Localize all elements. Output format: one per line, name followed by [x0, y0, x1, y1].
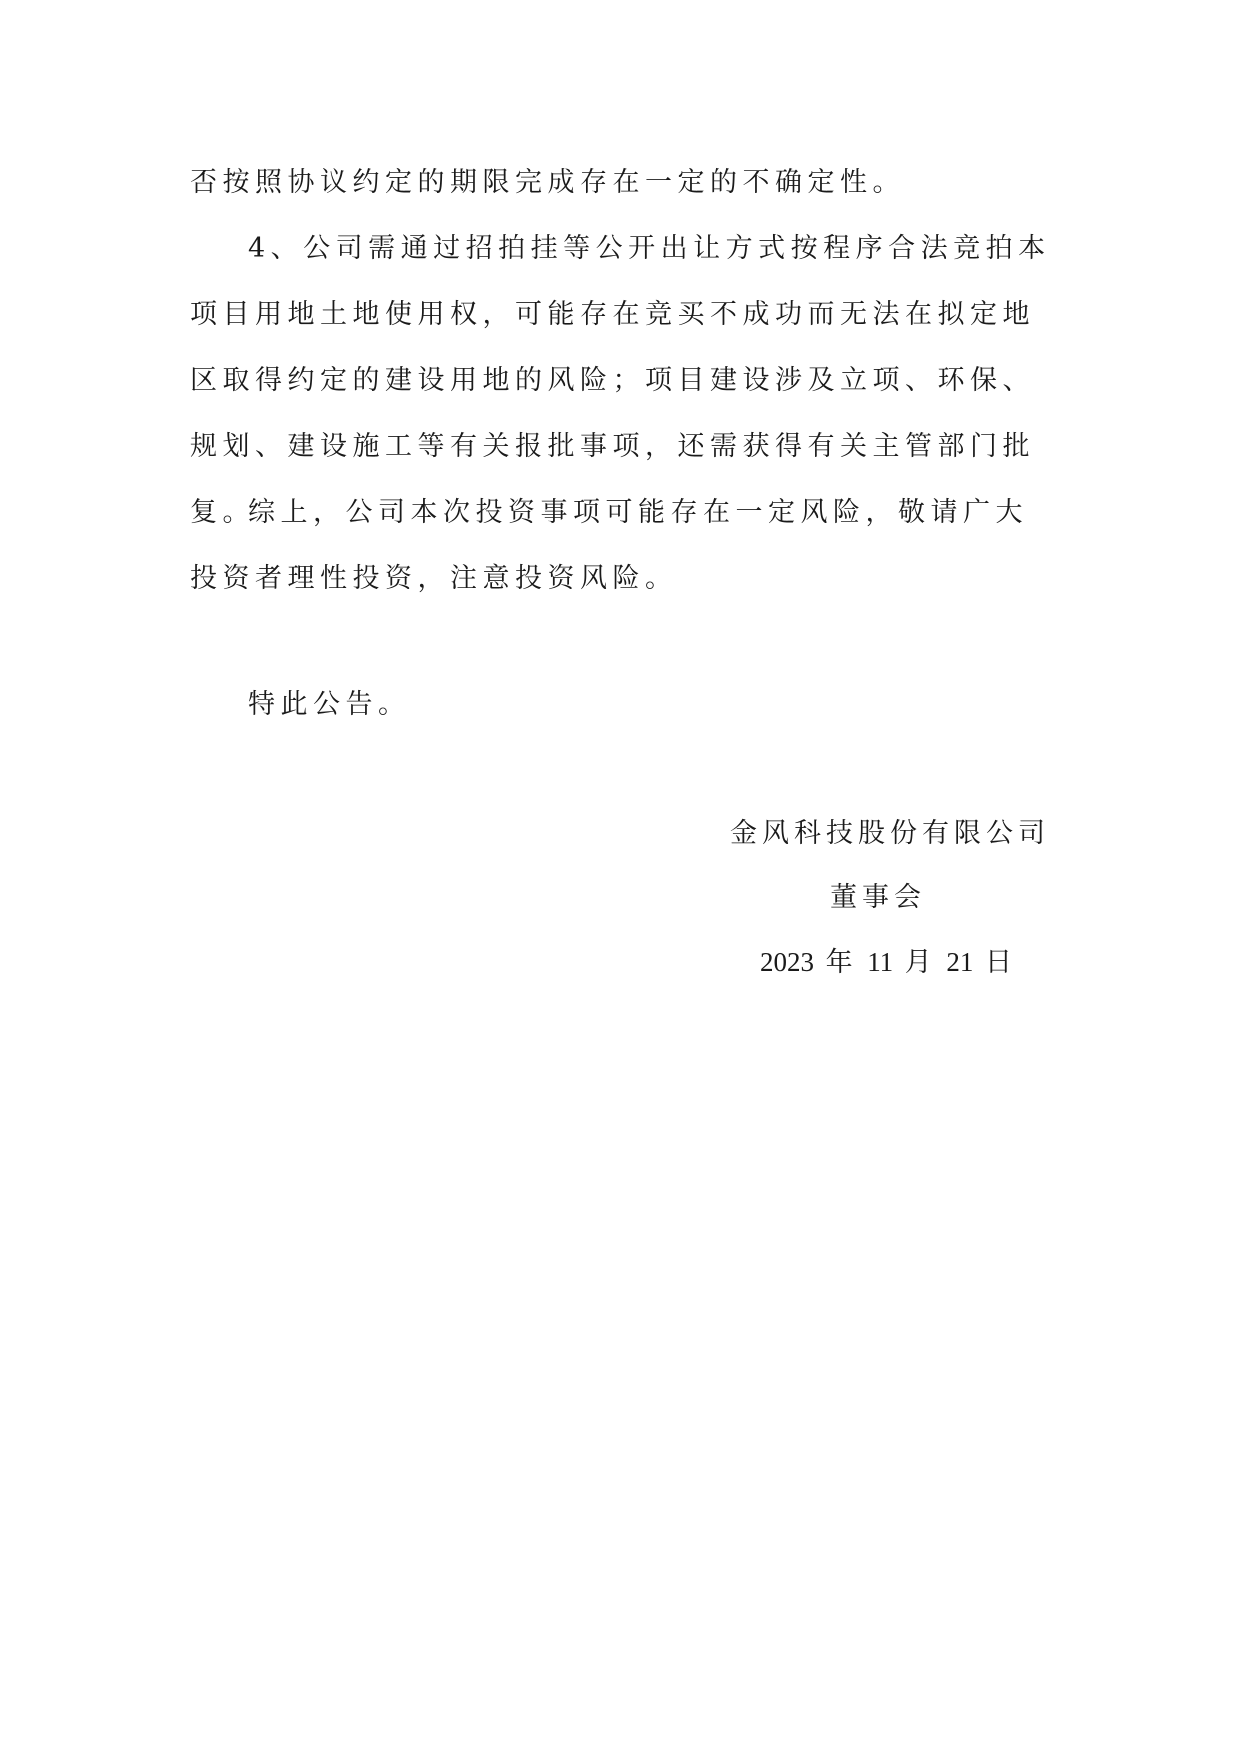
item-4-paragraph: 4、公司需通过招拍挂等公开出让方式按程序合法竞拍本项目用地土地使用权，可能存在竞买不成功而无法在拟定地区取得约定的建设用地的风险；项目建设涉及立项、环保、规划、建设施工等有关报批事项，还需获得有关主管部门批复。 [190, 233, 1051, 528]
date-day-unit: 日 [984, 947, 1015, 978]
closing-block [190, 672, 1055, 738]
signature-board: 董事会 [830, 882, 926, 913]
date-year: 2023 [760, 947, 814, 977]
summary-paragraph: 综上，公司本次投资事项可能存在一定风险，敬请广大投资者理性投资，注意投资风险。 [190, 497, 1028, 594]
date-year-unit: 年 [825, 947, 856, 978]
continuation-line: 否按照协议约定的期限完成存在一定的不确定性。 [190, 167, 905, 198]
signature-date [760, 942, 1015, 983]
date-month: 11 [867, 947, 894, 977]
date-day: 21 [946, 947, 974, 977]
summary-paragraph-block [190, 480, 1055, 612]
continuation-paragraph [190, 150, 1055, 216]
signature-company: 金风科技股份有限公司 [730, 818, 1050, 849]
closing-statement: 特此公告。 [248, 689, 411, 720]
date-month-unit: 月 [904, 947, 935, 978]
